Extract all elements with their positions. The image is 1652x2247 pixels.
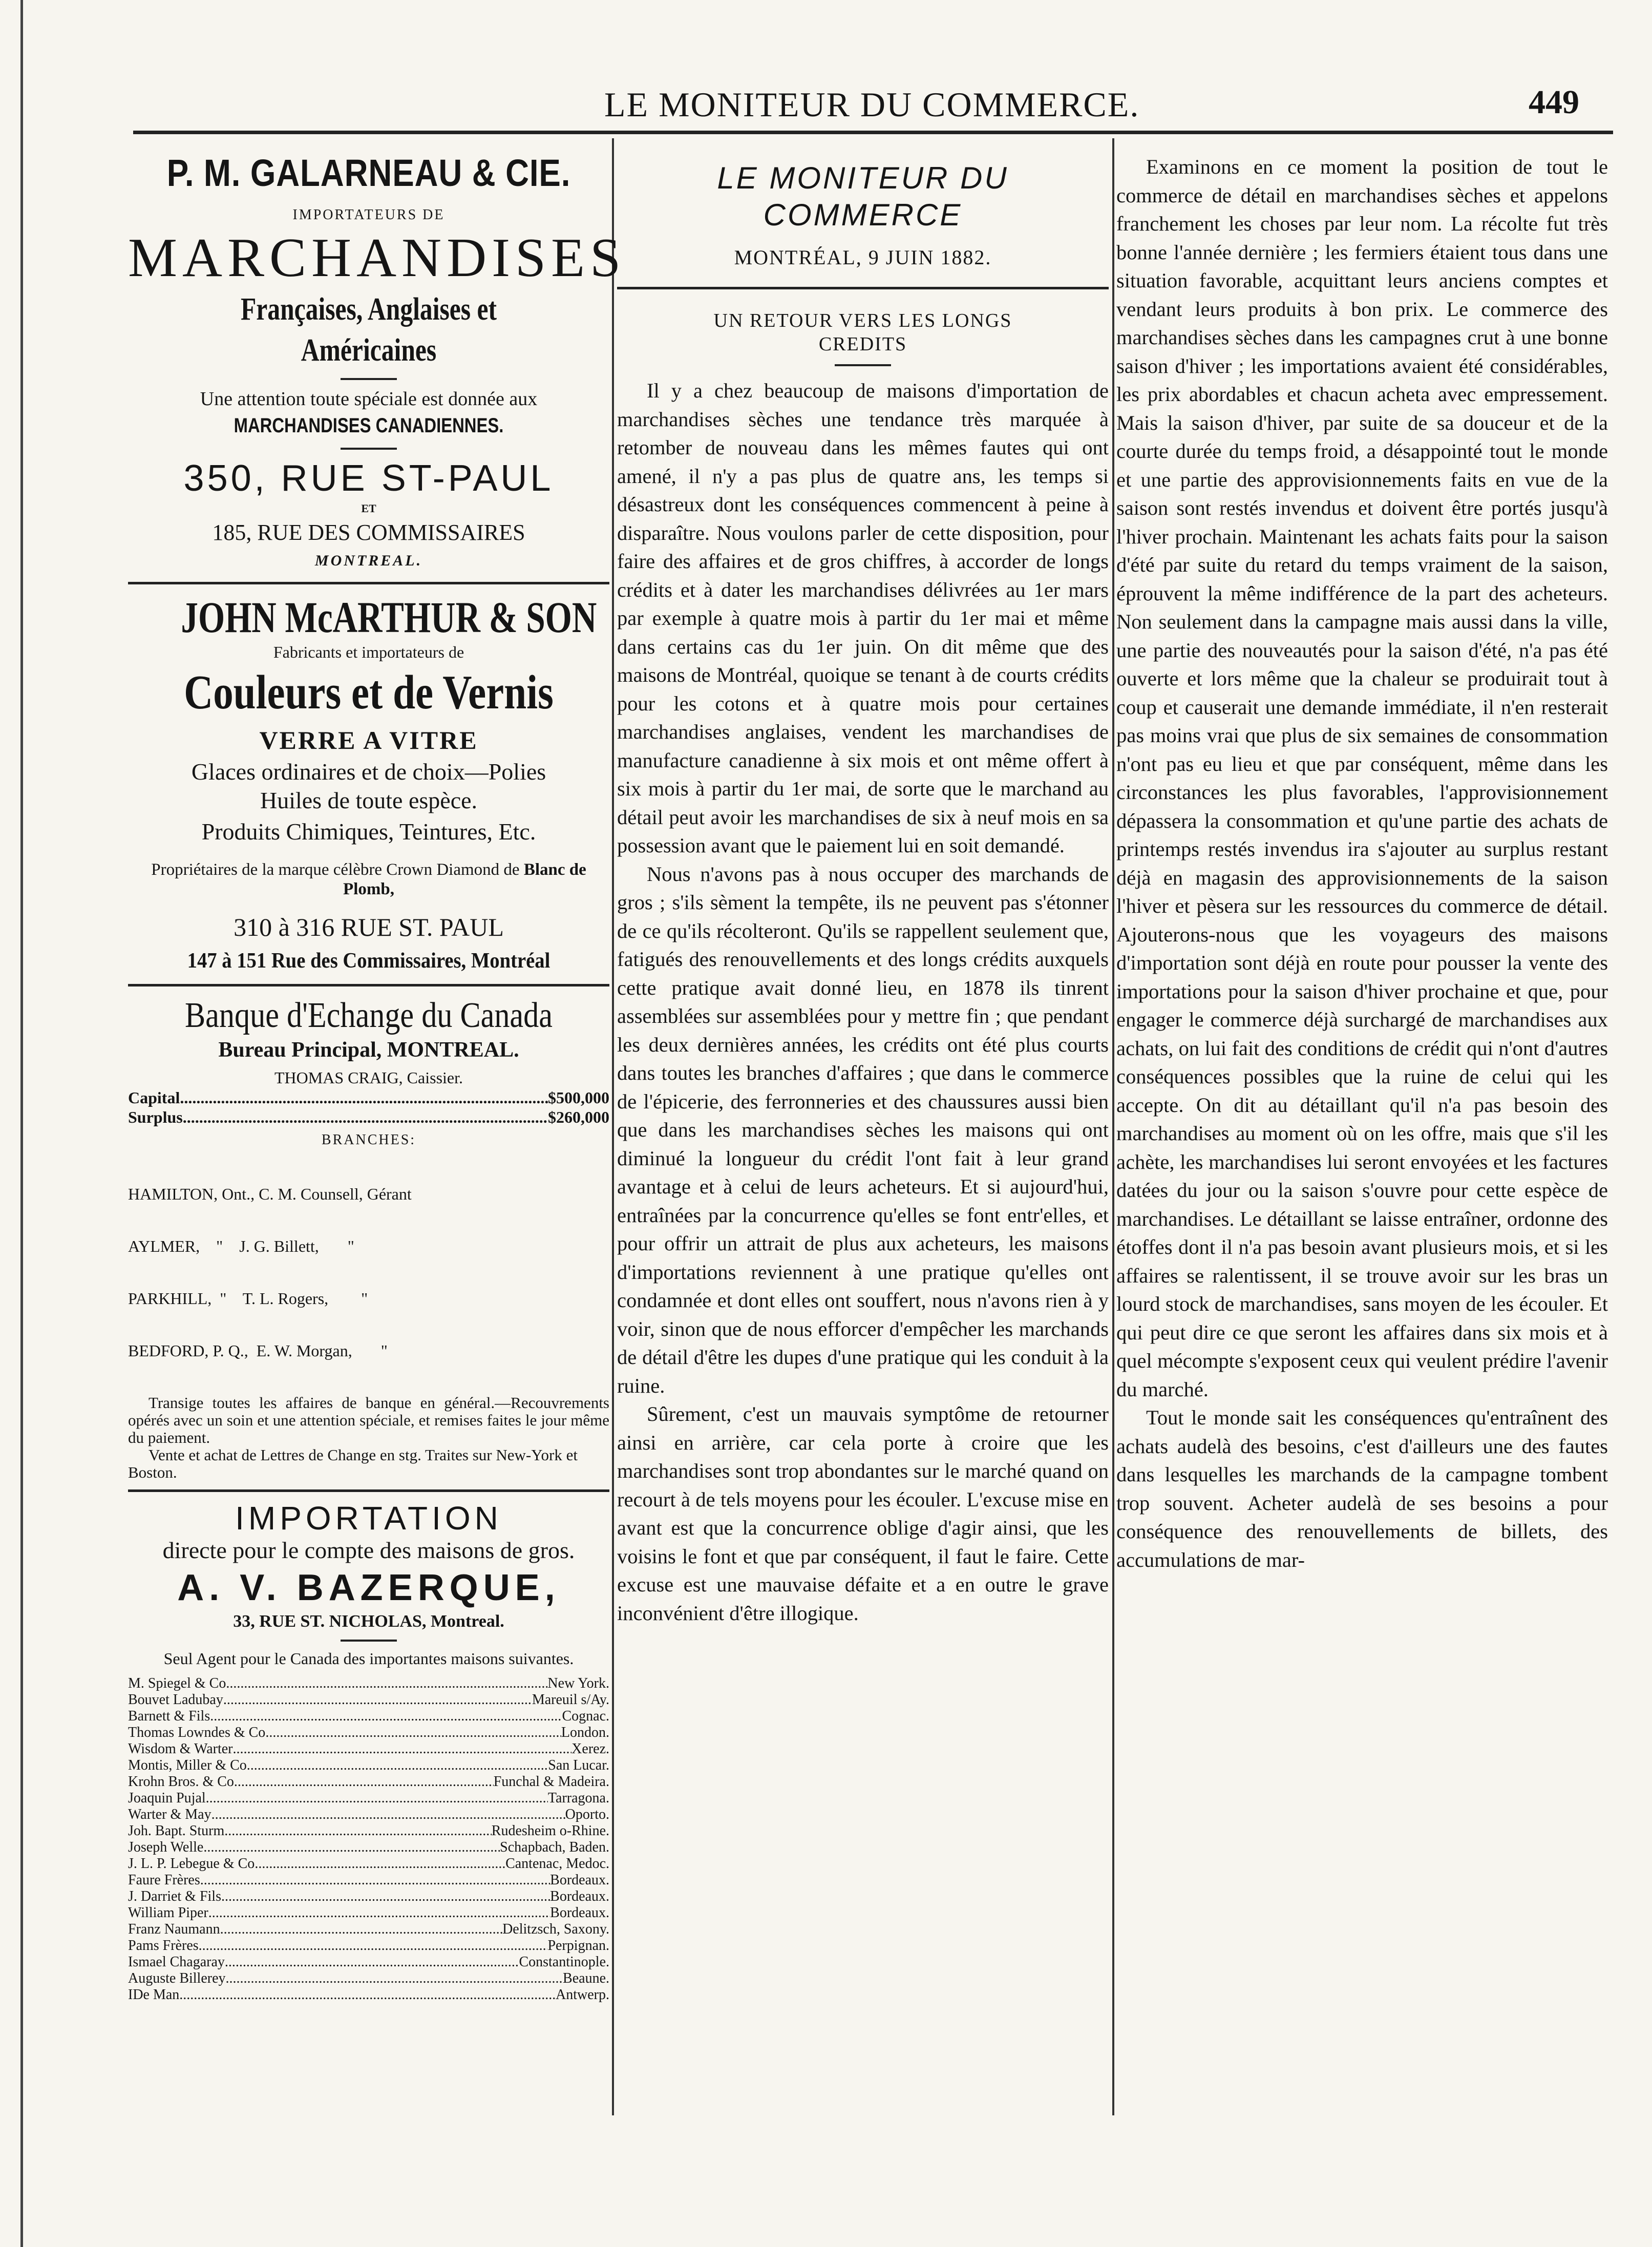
house-place: Mareuil s/Ay.	[532, 1692, 609, 1708]
house-place: Bordeaux.	[550, 1872, 609, 1888]
house-place: Bordeaux.	[550, 1905, 609, 1921]
house-name: William Piper	[128, 1905, 208, 1921]
house-row	[128, 1970, 609, 1987]
leader-dots	[225, 1954, 519, 1970]
house-place: Perpignan.	[547, 1938, 609, 1954]
house-name: Thomas Lowndes & Co	[128, 1725, 266, 1740]
house-row	[128, 1790, 609, 1807]
house-name: J. Darriet & Fils	[128, 1888, 221, 1904]
article-paragraph: Nous n'avons pas à nous occuper des marchands de gros ; s'ils sèment la tempête, ils ne peuvent pas s'étonner de ce qu'ils récolteront. Qu'ils se rappellent seulement que, fatigués des renouvellements et des longs crédits auxquels cette pratique avait donné lieu, en 1878 ils tinrent assemblées sur assemblées pour y mettre fin ; que pendant les deux dernières années, les crédits ont été plus courts dans toutes les branches d'affaires ; que dans le commerce de l'épicerie, des ferronneries et des chaussures aussi bien que dans les marchandises sèches les maisons qui ont diminué la longueur du crédit l'ont fait à leur grand avantage et à celui de leurs acheteurs. Et si aujourd'hui, entraînées par la concurrence qu'elles se font entr'elles, et pour offrir un attrait de plus aux acheteurs, les maisons d'importations reviennent à une pratique qu'elles ont condamnée et dont elles ont souffert, nous n'avons rien à y voir, sinon que de nous efforcer d'empêcher les marchands de détail d'être les dupes d'une pratique qui les conduit à la ruine.	[617, 862, 1109, 1397]
leader-dots	[247, 1757, 548, 1774]
banque-branch: AYLMER, " J. G. Billett, "	[128, 1237, 354, 1255]
house-place: Funchal & Madeira.	[493, 1774, 609, 1790]
article-headline: UN RETOUR VERS LES LONGS CREDITS	[713, 310, 1012, 355]
ad-galarneau	[128, 149, 626, 574]
house-name: IDe Man	[128, 1987, 180, 2003]
ad-divider-3	[128, 1489, 609, 1492]
house-name: Pams Frères	[128, 1938, 199, 1954]
house-row	[128, 1888, 609, 1905]
ad-divider-2	[128, 984, 609, 986]
house-row	[128, 1708, 609, 1725]
ads-column	[128, 143, 626, 2003]
galarneau-address2: 185, RUE DES COMMISSAIRES	[212, 520, 525, 545]
bazerque-rule	[341, 1640, 397, 1642]
house-place: Antwerp.	[556, 1987, 609, 2003]
mcarthur-line3: Huiles de toute espèce.	[260, 787, 478, 813]
bazerque-houses	[128, 1675, 609, 2003]
banque-cashier: THOMAS CRAIG, Caissier.	[274, 1068, 463, 1087]
mcarthur-line2: Glaces ordinaires et de choix—Polies	[191, 759, 546, 785]
article-column	[617, 143, 1109, 1627]
leader-dots	[206, 1790, 548, 1807]
banque-office: Bureau Principal, MONTREAL.	[218, 1038, 519, 1062]
banque-surplus-label: Surplus	[128, 1108, 183, 1126]
ad-bazerque	[128, 1500, 609, 2003]
leader-dots	[233, 1741, 572, 1757]
banque-surplus-value: $260,000	[548, 1108, 609, 1126]
house-row	[128, 1675, 609, 1692]
house-row	[128, 1954, 609, 1970]
leader-dots	[221, 1888, 550, 1905]
article-masthead-rule	[617, 287, 1109, 289]
house-row	[128, 1921, 609, 1938]
house-name: Barnett & Fils	[128, 1708, 210, 1724]
banque-capital-value: $500,000	[548, 1088, 609, 1107]
banque-name: Banque d'Echange du Canada	[185, 996, 553, 1035]
column-rule-2	[1112, 138, 1114, 2115]
house-name: Montis, Miller & Co	[128, 1757, 247, 1773]
leader-dots	[255, 1856, 505, 1872]
house-place: Cognac.	[562, 1708, 609, 1724]
house-name: Bouvet Ladubay	[128, 1692, 223, 1708]
leader-dots	[223, 1692, 532, 1708]
ad-divider-1	[128, 582, 609, 584]
bazerque-headline: IMPORTATION	[235, 1500, 502, 1537]
house-row	[128, 1905, 609, 1921]
mcarthur-line5-text: Propriétaires de la marque célèbre Crown Diamond de	[151, 860, 520, 879]
banque-surplus-dots	[183, 1107, 548, 1127]
galarneau-note-bold: MARCHANDISES CANADIENNES.	[234, 414, 504, 437]
mcarthur-firm: JOHN McARTHUR & SON	[181, 593, 597, 642]
house-place: Schapbach, Baden.	[500, 1839, 609, 1855]
banque-branch: HAMILTON, Ont., C. M. Counsell, Gérant	[128, 1185, 412, 1203]
house-row	[128, 1774, 609, 1790]
house-place: Beaune.	[563, 1970, 609, 1986]
house-row	[128, 1757, 609, 1774]
house-name: J. L. P. Lebegue & Co	[128, 1856, 255, 1872]
bazerque-address: 33, RUE ST. NICHOLAS, Montreal.	[233, 1612, 504, 1631]
house-place: London.	[561, 1725, 609, 1740]
house-name: M. Spiegel & Co	[128, 1675, 226, 1691]
banque-branches-label: BRANCHES:	[321, 1132, 416, 1148]
leader-dots	[203, 1839, 500, 1856]
house-name: Auguste Billerey	[128, 1970, 226, 1986]
column-rule-1	[612, 138, 614, 2115]
leader-dots	[224, 1823, 492, 1839]
house-row	[128, 1823, 609, 1839]
mcarthur-subtitle: Fabricants et importateurs de	[273, 643, 464, 661]
house-row	[128, 1839, 609, 1856]
bazerque-subtitle: directe pour le compte des maisons de gros.	[162, 1537, 575, 1563]
house-name: Joh. Bapt. Sturm	[128, 1823, 225, 1839]
galarneau-address1: 350, RUE ST-PAUL	[183, 458, 554, 499]
page-edge	[20, 0, 23, 2247]
mcarthur-address1: 310 à 316 RUE ST. PAUL	[234, 913, 504, 941]
leader-dots	[220, 1921, 502, 1938]
leader-dots	[208, 1905, 550, 1921]
mcarthur-line4: Produits Chimiques, Teintures, Etc.	[201, 818, 536, 845]
bazerque-agent: Seul Agent pour le Canada des importantes maisons suivantes.	[163, 1649, 574, 1668]
house-place: Tarragona.	[547, 1790, 609, 1806]
banque-capital-row	[128, 1088, 609, 1107]
mcarthur-line5-bold: Blanc de Plomb,	[343, 860, 586, 898]
house-row	[128, 1987, 609, 2003]
leader-dots	[199, 1938, 548, 1954]
house-place: New York.	[547, 1675, 609, 1691]
galarneau-note: Une attention toute spéciale est donnée aux	[200, 388, 538, 410]
leader-dots	[265, 1725, 561, 1741]
house-name: Franz Naumann	[128, 1921, 220, 1937]
house-row	[128, 1872, 609, 1888]
banque-capital-dots	[180, 1088, 548, 1107]
leader-dots	[210, 1708, 562, 1725]
article-paragraph: Tout le monde sait les conséquences qu'entraînent des achats audelà des besoins, c'est d'ailleurs une des fautes dans lesquelles les marchands de la campagne tombent trop souvent. Acheter audelà de ses besoins a pour conséquence des renouvellements de billets, des accumulations de mar-	[1116, 1406, 1608, 1571]
house-name: Joseph Welle	[128, 1839, 204, 1855]
house-place: Bordeaux.	[550, 1888, 609, 1904]
galarneau-city: MONTREAL.	[314, 552, 423, 569]
mcarthur-line1: VERRE A VITRE	[259, 726, 478, 754]
mcarthur-address2: 147 à 151 Rue des Commissaires, Montréal	[187, 949, 550, 973]
house-row	[128, 1807, 609, 1823]
banque-branches-list	[128, 1150, 609, 1394]
article-dateline: MONTRÉAL, 9 JUIN 1882.	[734, 246, 992, 269]
article-paragraph: Examinons en ce moment la position de tout le commerce de détail en marchandises sèches et appelons franchement les choses par leur nom. La récolte fut très bonne l'année dernière ; les fermiers étaient tous dans une situation favorable, acquittant leurs anciens comptes et vendant leurs produits à bon prix. Le commerce des marchandises sèches dans les campagnes crut à une bonne saison d'hiver ; les importations avaient été considérables, les prix abordables et chacun acheta avec empressement. Mais la saison d'hiver, par suite de sa douceur et de la courte durée du temps froid, a désappointé tout le monde et une partie des approvisionnements faits en vue de la saison sont restés invendus et doivent être portés jusqu'à l'hiver prochain. Maintenant les achats faits pour la saison d'été par suite du retard du temps vraiment de la saison, éprouvent la même indifférence de la part des acheteurs. Non seulement dans la campagne mais aussi dans la ville, une partie des nouveautés pour la saison d'été, n'a pas été ouverte et lors même que la chaleur se produirait tout à coup et causerait une demande immédiate, il n'en resterait pas moins vrai que plus de six semaines de consommation n'ont pas eu lieu et que par conséquent, même dans les circonstances les plus favorables, l'approvisionnement dépassera la consommation et qu'une partie des achats de printemps restés invendus ira s'ajouter au surplus restant déjà en magasin des approvisionnements de la saison l'hiver et pèsera sur les ressources du commerce de détail. Ajouterons-nous que les voyageurs des maisons d'importation sont déjà en route pour pousser la vente des importations pour la saison d'hiver prochaine et que, pour engager le commerce déjà surchargé de marchandises aux achats, on lui fait des conditions de crédit qui n'ont d'autres conséquences possibles que la ruine de celui qui les accepte. On dit au détaillant qu'il n'a pas besoin des marchandises au moment où on les offre, mais que s'il les achète, les marchandises lui seront envoyées et les factures datées du jour ou la saison s'ouvre pour cette espèce de marchandises. Le détaillant se laisse entraîner, ordonne des étoffes dont il n'a pas besoin avant plusieurs mois, et si les affaires se ralentissent, il se trouve avoir sur les bras un lourd stock de marchandises, sans moyen de les écouler. Et qui peut dire ce que seront les affaires dans six mois et à quel mécompte s'exposent ceux qui veulent prédire l'avenir du marché.	[1116, 155, 1608, 1401]
galarneau-rule-2	[341, 448, 397, 450]
house-place: San Lucar.	[548, 1757, 609, 1773]
banque-branch: PARKHILL, " T. L. Rogers, "	[128, 1289, 368, 1308]
galarneau-goods: Françaises, Anglaises et Américaines	[240, 292, 497, 368]
leader-dots	[200, 1872, 550, 1888]
article-paragraph: Il y a chez beaucoup de maisons d'importation de marchandises sèches une tendance très marquée à retomber de nouveau dans les mêmes fautes qui ont amené, il n'y a pas plus de quatre ans, les temps si désastreux dont les conséquences commencent à peine à disparaître. Nous voulons parler de cette disposition, pour faire des affaires et de gros chiffres, à accorder de longs crédits et à dater les marchandises délivrées au 1er mars par exemple à quatre mois à partir du 1er mai et même dans certains cas du 1er juin. On dit même que des maisons de Montréal, quoique se tenant à de courts crédits pour les cotons et à quatre mois pour certaines marchandises anglaises, vendent les marchandises de manufacture canadienne à six mois et ont même offert à six mois à partir du 1er mai, de sorte que le marchand au détail peut avoir les marchandises de six à neuf mois en sa possession avant que le paiement lui en soit demandé.	[617, 379, 1109, 857]
banque-surplus-row	[128, 1107, 609, 1127]
house-place: Oporto.	[565, 1807, 609, 1822]
banque-text: Transige toutes les affaires de banque en général.—Recouvrements opérés avec un soin et une attention spéciale, et remises faites le jour même du paiement.	[128, 1394, 609, 1446]
mcarthur-headline: Couleurs et de Vernis	[184, 666, 554, 719]
galarneau-rule	[341, 378, 397, 380]
galarneau-et: ET	[361, 502, 376, 515]
article-continued-column	[1116, 143, 1608, 1574]
leader-dots	[234, 1774, 494, 1790]
galarneau-headline: MARCHANDISES	[128, 227, 626, 288]
leader-dots	[226, 1675, 547, 1692]
page-number: 449	[1529, 83, 1579, 121]
house-name: Ismael Chagaray	[128, 1954, 225, 1970]
house-place: Rudesheim o-Rhine.	[491, 1823, 609, 1839]
running-header-title: LE MONITEUR DU COMMERCE.	[604, 85, 1140, 124]
article-paragraph: Sûrement, c'est un mauvais symptôme de retourner ainsi en arrière, car cela porte à croire que les marchandises sont trop abondantes sur le marché quand on recourt à de tels moyens pour les écouler. L'excuse mise en avant est que la concurrence oblige d'agir ainsi, que les voisins le font et que par conséquent, il faut le faire. Cette excuse est une mauvaise défaite et a en outre le grave inconvénient d'être illogique.	[617, 1402, 1109, 1625]
house-row	[128, 1938, 609, 1954]
article-masthead: LE MONITEUR DU COMMERCE	[717, 161, 1009, 232]
banque-branch: BEDFORD, P. Q., E. W. Morgan, "	[128, 1341, 388, 1360]
house-name: Joaquin Pujal	[128, 1790, 206, 1806]
bazerque-firm: A. V. BAZERQUE,	[177, 1567, 560, 1608]
house-place: Xerez.	[571, 1741, 609, 1757]
ad-mcarthur	[128, 593, 609, 976]
article-headline-rule	[835, 364, 891, 366]
banque-text2: Vente et achat de Lettres de Change en stg. Traites sur New-York et Boston.	[128, 1446, 578, 1481]
house-row	[128, 1692, 609, 1708]
house-row	[128, 1725, 609, 1741]
house-name: Wisdom & Warter	[128, 1741, 233, 1757]
house-place: Constantinople.	[519, 1954, 609, 1970]
header-rule	[133, 131, 1613, 134]
house-name: Warter & May	[128, 1807, 211, 1822]
galarneau-firm: P. M. GALARNEAU & CIE.	[166, 152, 571, 194]
house-name: Krohn Bros. & Co	[128, 1774, 234, 1790]
house-place: Delitzsch, Saxony.	[502, 1921, 609, 1937]
banque-capital-label: Capital	[128, 1088, 180, 1107]
mcarthur-line5	[128, 860, 609, 899]
leader-dots	[226, 1970, 563, 1987]
house-row	[128, 1741, 609, 1757]
house-place: Cantenac, Medoc.	[505, 1856, 609, 1872]
galarneau-subtitle: IMPORTATEURS DE	[292, 207, 445, 223]
ad-banque	[128, 995, 609, 1481]
house-row	[128, 1856, 609, 1872]
house-name: Faure Frères	[128, 1872, 200, 1888]
leader-dots	[179, 1987, 556, 2003]
leader-dots	[211, 1807, 565, 1823]
